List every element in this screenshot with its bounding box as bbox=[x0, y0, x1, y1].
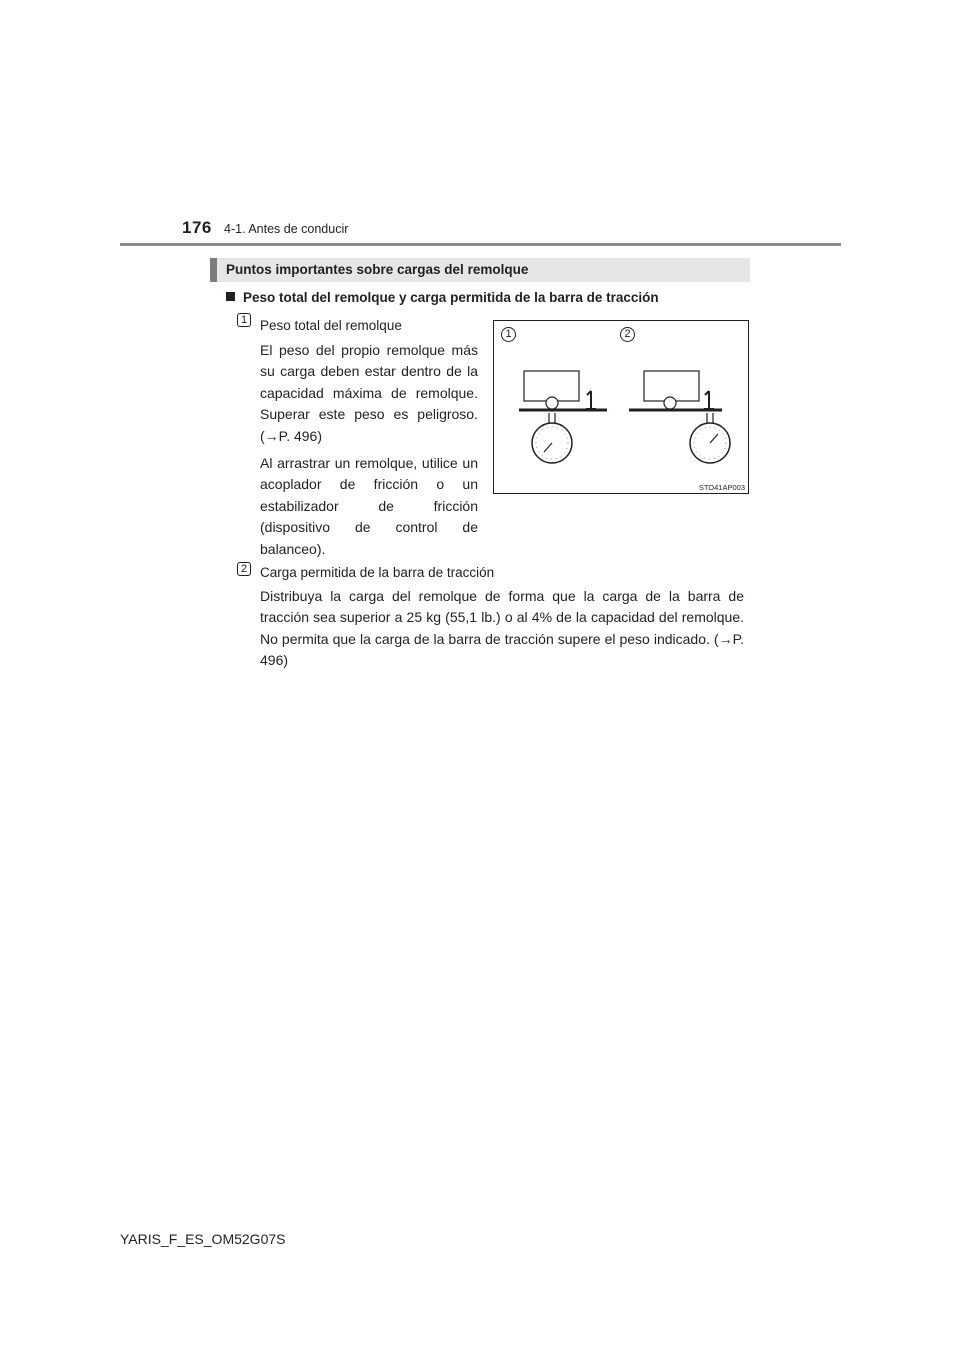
paragraph: Al arrastrar un remolque, utilice un acoplador de fricción o un estabilizador de fricción (dispositivo de control de balanceo). bbox=[260, 455, 478, 557]
jack-stand bbox=[704, 391, 714, 409]
item-number-badge: 1 bbox=[237, 313, 251, 327]
figure-label: 1 bbox=[501, 327, 516, 342]
paragraph: Distribuya la carga del remolque de forma que la carga de la barra de tracción sea superior a 25 kg (55,1 lb.) o al 4% de la capacidad del remolque. No permita que la carga de la barra de tracción supere el peso indicado. (→P. 496) bbox=[260, 588, 744, 669]
trailer-wheel bbox=[546, 397, 558, 409]
item-description bbox=[260, 340, 478, 560]
trailer-body bbox=[644, 371, 699, 401]
jack-stand bbox=[586, 391, 596, 409]
section-label: 4-1. Antes de conducir bbox=[224, 222, 349, 236]
subheading-text: Peso total del remolque y carga permitida de la barra de tracción bbox=[243, 290, 659, 305]
item-title: Peso total del remolque bbox=[260, 318, 402, 333]
trailer-scale-illustration bbox=[494, 321, 748, 493]
paragraph: El peso del propio remolque más su carga deben estar dentro de la capacidad máxima de remolque. Superar este peso es peligroso. (→P. 496) bbox=[260, 342, 478, 444]
section-title: Puntos importantes sobre cargas del remolque bbox=[226, 262, 529, 277]
header-divider bbox=[120, 243, 841, 246]
item-number-badge: 2 bbox=[237, 562, 251, 576]
page-number: 176 bbox=[182, 218, 212, 237]
square-bullet-icon bbox=[226, 292, 235, 301]
figure-label: 2 bbox=[620, 327, 635, 342]
item-title: Carga permitida de la barra de tracción bbox=[260, 565, 495, 580]
trailer-weight-figure bbox=[493, 320, 749, 494]
item-description bbox=[260, 586, 744, 672]
trailer-wheel bbox=[664, 397, 676, 409]
document-code: YARIS_F_ES_OM52G07S bbox=[120, 1231, 286, 1247]
section-title-bar bbox=[210, 258, 750, 282]
figure-code: STO41AP003 bbox=[698, 483, 745, 492]
subheading bbox=[226, 290, 659, 305]
